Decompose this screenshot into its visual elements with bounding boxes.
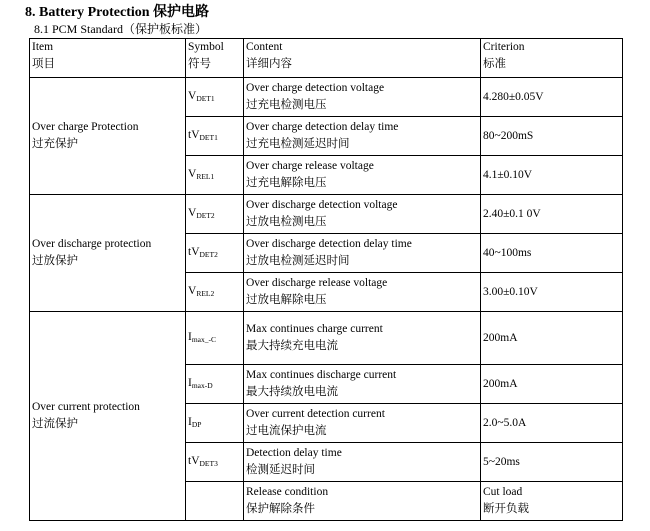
symbol-cell — [186, 482, 244, 521]
symbol-cell: $I_{max\_-C}$ — [186, 312, 244, 365]
criterion-cell: 5~20ms — [481, 443, 623, 482]
symbol-cell: $tV_{DET3}$ — [186, 443, 244, 482]
item-cell-over-current: Over current protection 过流保护 — [30, 312, 186, 521]
criterion-cell: 200mA — [481, 365, 623, 404]
symbol-cell: $V_{REL2}$ — [186, 273, 244, 312]
table-row — [30, 195, 623, 234]
content-cell: Over discharge detection voltage 过放电检测电压 — [244, 195, 481, 234]
symbol-cell: $V_{DET1}$ — [186, 78, 244, 117]
section-title: 8. Battery Protection 保护电路 — [25, 5, 210, 20]
item-cell-over-discharge: Over discharge protection 过放保护 — [30, 195, 186, 312]
section-subtitle: 8.1 PCM Standard（保护板标准） — [34, 22, 208, 36]
content-cell: Detection delay time 检测延迟时间 — [244, 443, 481, 482]
content-cell: Over charge detection voltage 过充电检测电压 — [244, 78, 481, 117]
criterion-cell: Cut load 断开负载 — [481, 482, 623, 521]
content-cell: Over discharge release voltage 过放电解除电压 — [244, 273, 481, 312]
header-symbol: Symbol 符号 — [186, 39, 244, 78]
header-criterion: Criterion 标准 — [481, 39, 623, 78]
content-cell: Over current detection current 过电流保护电流 — [244, 404, 481, 443]
table-row — [30, 78, 623, 117]
item-cell-over-charge: Over charge Protection 过充保护 — [30, 78, 186, 195]
symbol-cell: $V_{REL1}$ — [186, 156, 244, 195]
header-content: Content 详细内容 — [244, 39, 481, 78]
pcm-standard-table — [29, 38, 623, 521]
criterion-cell: 40~100ms — [481, 234, 623, 273]
criterion-cell: 2.40±0.1 0V — [481, 195, 623, 234]
table-row — [30, 312, 623, 365]
criterion-cell: 4.1±0.10V — [481, 156, 623, 195]
content-cell: Over charge release voltage 过充电解除电压 — [244, 156, 481, 195]
criterion-cell: 80~200mS — [481, 117, 623, 156]
criterion-cell: 200mA — [481, 312, 623, 365]
symbol-cell: $tV_{DET1}$ — [186, 117, 244, 156]
symbol-cell: $tV_{DET2}$ — [186, 234, 244, 273]
header-item: Item 项目 — [30, 39, 186, 78]
criterion-cell: 3.00±0.10V — [481, 273, 623, 312]
symbol-cell: $I_{max-D}$ — [186, 365, 244, 404]
content-cell: Max continues charge current 最大持续充电电流 — [244, 312, 481, 365]
criterion-cell: 2.0~5.0A — [481, 404, 623, 443]
content-cell: Release condition 保护解除条件 — [244, 482, 481, 521]
symbol-cell: $V_{DET2}$ — [186, 195, 244, 234]
content-cell: Over discharge detection delay time 过放电检测延迟时间 — [244, 234, 481, 273]
symbol-cell: $I_{DP}$ — [186, 404, 244, 443]
table-header-row — [30, 39, 623, 78]
content-cell: Max continues discharge current 最大持续放电电流 — [244, 365, 481, 404]
criterion-cell: 4.280±0.05V — [481, 78, 623, 117]
content-cell: Over charge detection delay time 过充电检测延迟时间 — [244, 117, 481, 156]
